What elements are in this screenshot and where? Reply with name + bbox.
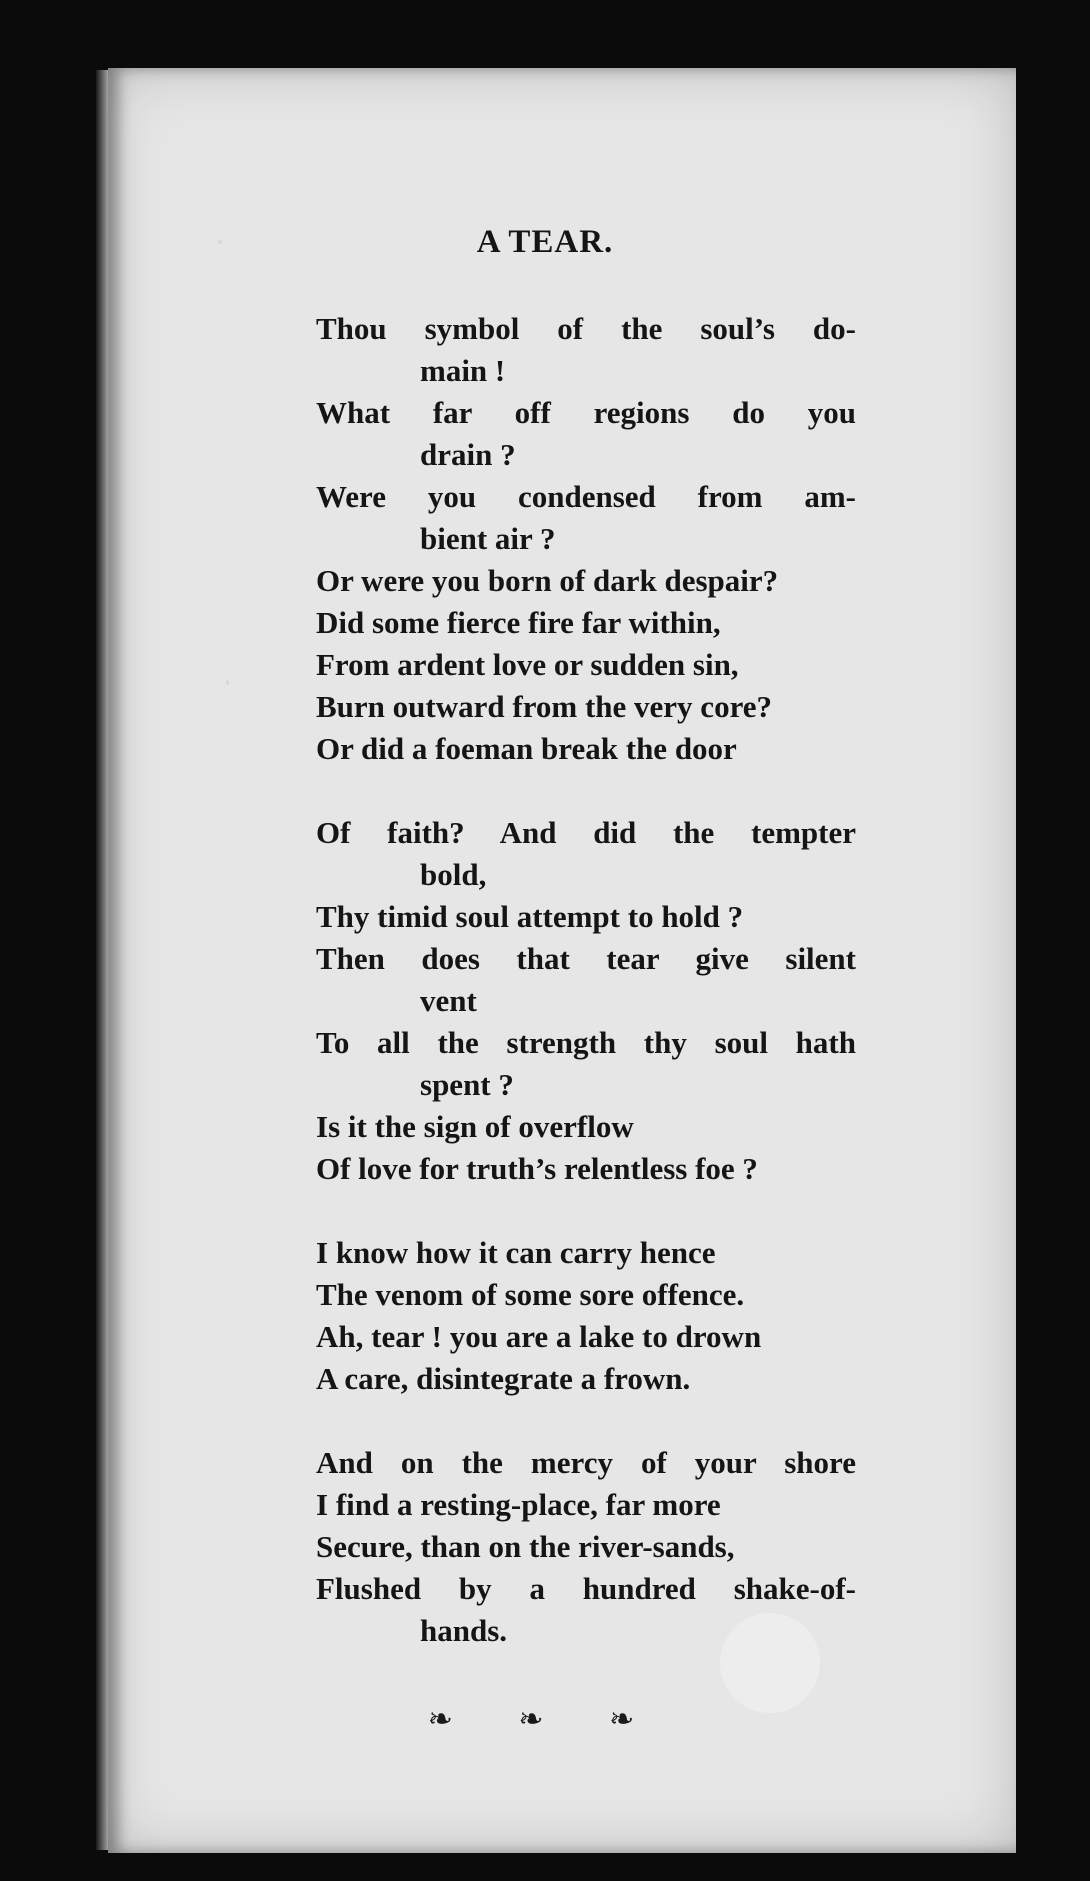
poem-line: Then does that tear give silent [316,941,856,976]
poem-line: Flushed by a hundred shake-of- [316,1571,856,1606]
end-ornament: ❧ ❧ ❧ [427,1702,663,1737]
poem-line: bold, [420,857,487,892]
poem-line: A care, disintegrate a frown. [316,1361,691,1396]
poem-line: And on the mercy of your shore [316,1445,856,1480]
poem-line: main ! [420,353,506,388]
poem-line: Ah, tear ! you are a lake to drown [316,1319,762,1354]
stanza-gap [316,770,856,812]
poem-line: vent [420,983,477,1018]
poem-line: spent ? [420,1067,514,1102]
poem-line: Of faith? And did the tempter [316,815,856,850]
poem-line: Were you condensed from am- [316,479,856,514]
stanza-gap [316,1190,856,1232]
poem-line: Of love for truth’s relentless foe ? [316,1151,758,1186]
poem-line: drain ? [420,437,516,472]
stanza-gap [316,1400,856,1442]
poem-line: Thou symbol of the soul’s do- [316,311,856,346]
poem-line: Secure, than on the river-sands, [316,1529,735,1564]
poem-line: From ardent love or sudden sin, [316,647,739,682]
poem-line: To all the strength thy soul hath [316,1025,856,1060]
poem-line: The venom of some sore offence. [316,1277,745,1312]
poem-line: Or did a foeman break the door [316,731,737,766]
poem-line: I find a resting-place, far more [316,1487,721,1522]
poem-line: Or were you born of dark despair? [316,563,779,598]
poem-title: A TEAR. [476,224,614,260]
poem-line: Did some fierce fire far within, [316,605,721,640]
paper-speck [226,680,229,685]
poem-line: I know how it can carry hence [316,1235,716,1270]
poem-line: Thy timid soul attempt to hold ? [316,899,744,934]
poem-line: bient air ? [420,521,556,556]
poem-line: Burn outward from the very core? [316,689,773,724]
poem-body [316,308,856,1652]
poem-line: What far off regions do you [316,395,856,430]
poem-line: Is it the sign of overflow [316,1109,634,1144]
poem-line: hands. [420,1613,508,1648]
